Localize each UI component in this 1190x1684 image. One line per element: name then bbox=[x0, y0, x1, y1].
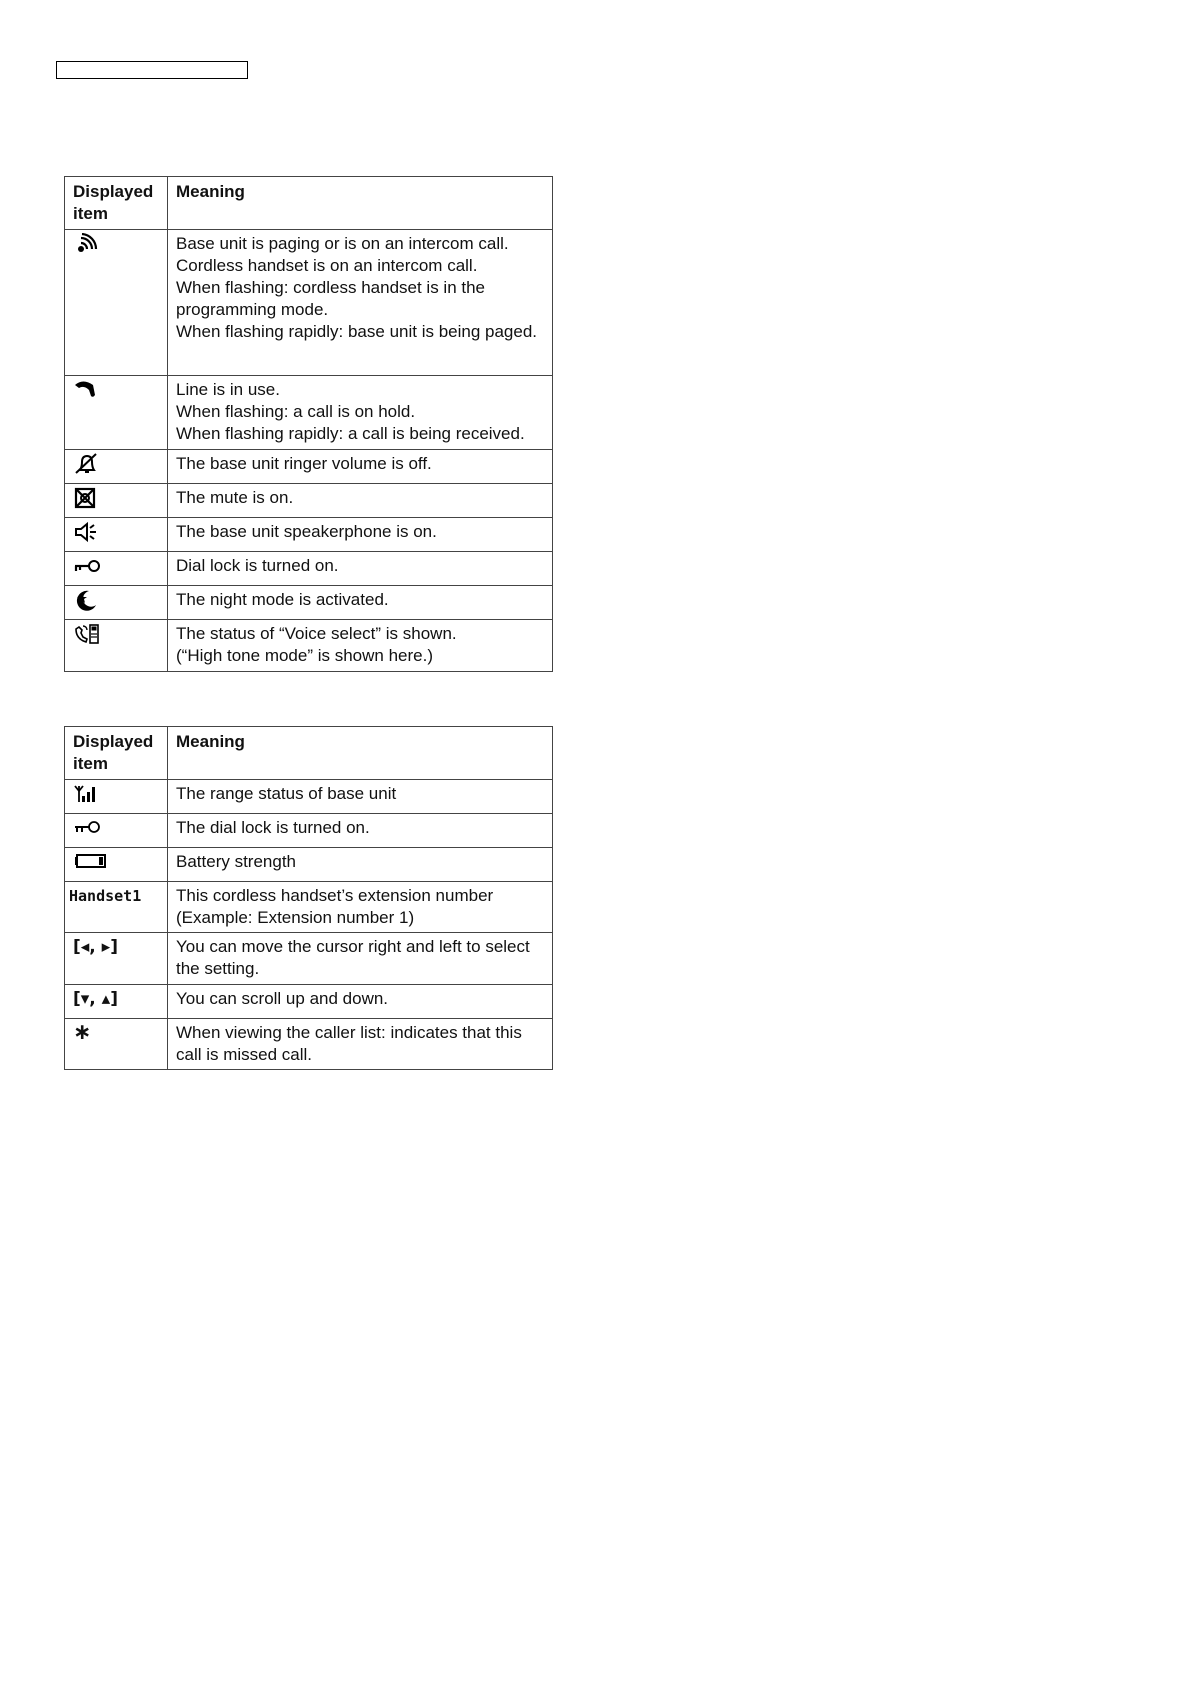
meaning-line: This cordless handset’s extension number bbox=[176, 886, 494, 905]
meaning-cell: You can scroll up and down. bbox=[168, 985, 553, 1019]
meaning-line: When flashing: a call is on hold. bbox=[176, 402, 416, 421]
col-header-meaning: Meaning bbox=[168, 727, 553, 780]
meaning-line: Line is in use. bbox=[176, 380, 280, 399]
table-row bbox=[65, 933, 553, 985]
meaning-line: When flashing rapidly: base unit is being paged. bbox=[176, 322, 538, 341]
meaning-line: Base unit is paging or is on an intercom call. bbox=[176, 234, 509, 253]
col-header-item: Displayed item bbox=[65, 177, 168, 230]
table-row bbox=[65, 376, 553, 450]
battery-icon bbox=[73, 851, 101, 873]
meaning-cell: Dial lock is turned on. bbox=[168, 552, 553, 586]
up-down-arrows-text: [▾, ▴] bbox=[73, 989, 118, 1009]
meaning-line: (“High tone mode” is shown here.) bbox=[176, 646, 434, 665]
meaning-cell: The mute is on. bbox=[168, 484, 553, 518]
table-row bbox=[65, 1019, 553, 1070]
display-items-table-base bbox=[64, 176, 553, 672]
table-row bbox=[65, 230, 553, 376]
table-row bbox=[65, 985, 553, 1019]
table-row bbox=[65, 620, 553, 672]
table-row bbox=[65, 586, 553, 620]
meaning-cell: The base unit speakerphone is on. bbox=[168, 518, 553, 552]
missed-call-star-icon: ∗ bbox=[73, 1020, 92, 1045]
intercom-icon bbox=[73, 233, 101, 255]
meaning-line: (Example: Extension number 1) bbox=[176, 908, 415, 927]
handset-name-text: Handset1 bbox=[69, 887, 142, 905]
meaning-cell: Battery strength bbox=[168, 848, 553, 882]
header-box bbox=[56, 61, 248, 79]
meaning-cell: When viewing the caller list: indicates that this call is missed call. bbox=[168, 1019, 553, 1070]
meaning-cell: You can move the cursor right and left to select the setting. bbox=[168, 933, 553, 985]
table-row bbox=[65, 882, 553, 933]
col-header-item: Displayed item bbox=[65, 727, 168, 780]
col-header-meaning: Meaning bbox=[168, 177, 553, 230]
meaning-line: The status of “Voice select” is shown. bbox=[176, 624, 457, 643]
meaning-line: Cordless handset is on an intercom call. bbox=[176, 256, 478, 275]
table-header-row bbox=[65, 727, 553, 780]
table-row bbox=[65, 484, 553, 518]
table-row bbox=[65, 552, 553, 586]
signal-icon bbox=[73, 783, 101, 805]
meaning-line: When flashing rapidly: a call is being received. bbox=[176, 424, 525, 443]
table-row bbox=[65, 518, 553, 552]
left-right-arrows-text: [◂, ▸] bbox=[73, 937, 118, 957]
meaning-cell: The base unit ringer volume is off. bbox=[168, 450, 553, 484]
display-items-table-handset bbox=[64, 726, 553, 1070]
key-lock-icon bbox=[73, 555, 101, 577]
table-row bbox=[65, 814, 553, 848]
meaning-cell: The night mode is activated. bbox=[168, 586, 553, 620]
table-header-row bbox=[65, 177, 553, 230]
meaning-cell: The range status of base unit bbox=[168, 780, 553, 814]
night-mode-icon bbox=[73, 589, 101, 611]
table-row bbox=[65, 780, 553, 814]
table-row bbox=[65, 450, 553, 484]
key-lock-icon bbox=[73, 817, 101, 839]
speaker-icon bbox=[73, 521, 101, 543]
ringer-off-icon bbox=[73, 453, 101, 475]
table-row bbox=[65, 848, 553, 882]
handset-icon bbox=[73, 379, 101, 401]
meaning-line: When flashing: cordless handset is in the programming mode. bbox=[176, 278, 486, 319]
voice-select-icon bbox=[73, 623, 101, 645]
meaning-cell: The dial lock is turned on. bbox=[168, 814, 553, 848]
mute-icon bbox=[73, 487, 101, 509]
